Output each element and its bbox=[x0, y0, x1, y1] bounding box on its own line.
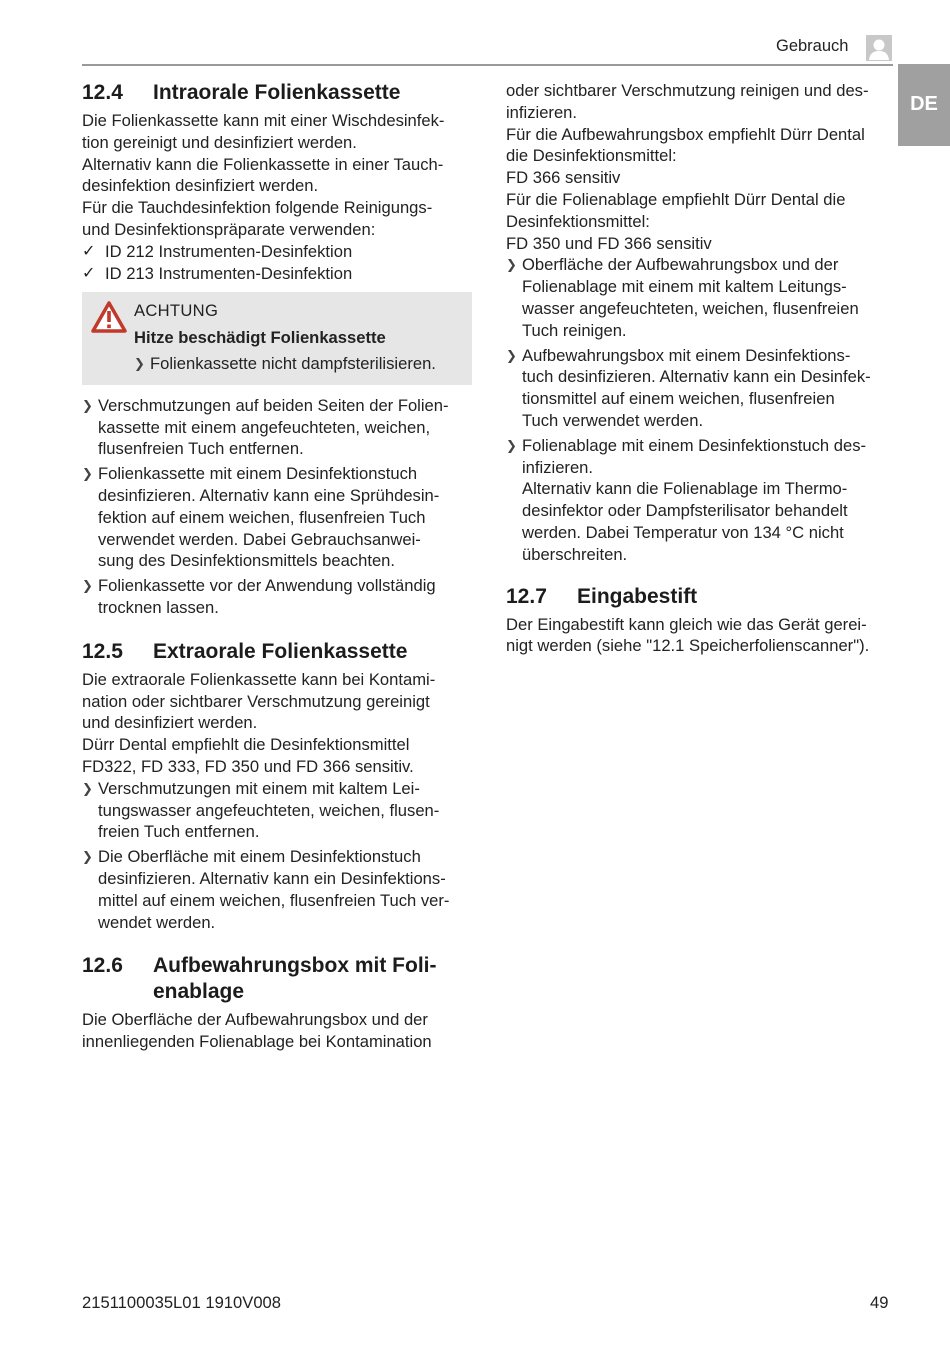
right-column bbox=[506, 80, 894, 657]
list-item-text: Oberfläche der Aufbewahrungsbox und der Folienablage mit einem mit kaltem Leitungs- wasser angefeuchteten, weichen, flusenfreien Tuch reinigen. bbox=[522, 255, 859, 340]
chevron-right-icon: ❯ bbox=[506, 347, 517, 363]
warning-step-text: Folienkassette nicht dampfsterilisieren. bbox=[150, 353, 436, 373]
list-item-text: Folienablage mit einem Desinfektionstuch des- infizieren. Alternativ kann die Folienablage im Thermo- desinfektor oder Dampfsterilisator behandelt werden. Dabei Temperatur von 134 °C nicht überschreiten. bbox=[522, 435, 867, 564]
list-item bbox=[82, 463, 472, 572]
chevron-right-icon: ❯ bbox=[506, 257, 517, 273]
section-number: 12.5 bbox=[82, 639, 123, 663]
chevron-right-icon: ❯ bbox=[82, 780, 93, 796]
section-intro: Die Oberfläche der Aufbewahrungsbox und der innenliegenden Folienablage bei Kontamination bbox=[82, 1010, 432, 1052]
step-list bbox=[506, 254, 894, 565]
warning-step bbox=[134, 353, 462, 375]
page-number: 49 bbox=[870, 1293, 889, 1312]
checkmark-icon: ✓ bbox=[82, 242, 96, 260]
section-number: 12.4 bbox=[82, 81, 123, 104]
list-item-text: Verschmutzungen auf beiden Seiten der Folien- kassette mit einem angefeuchteten, weichen, flusenfreien Tuch entfernen. bbox=[98, 395, 449, 459]
document-code: 2151100035L01 1910V008 bbox=[82, 1293, 282, 1312]
chevron-right-icon: ❯ bbox=[82, 849, 93, 865]
section-number: 12.7 bbox=[506, 584, 547, 608]
list-item bbox=[506, 254, 894, 341]
section-title: Extraorale Folienkassette bbox=[153, 639, 408, 663]
section-heading-12-6 bbox=[82, 953, 472, 1005]
list-item bbox=[82, 395, 472, 460]
list-item bbox=[82, 846, 472, 933]
list-item-text: Folienkassette mit einem Desinfektionstuch desinfizieren. Alternativ kann eine Sprühdesin- fektion auf einem weichen, flusenfreien Tuch verwendet werden. Dabei Gebrauchsanwei- sung des Desinfektionsmittels beachten. bbox=[98, 464, 440, 571]
warning-triangle-icon bbox=[90, 300, 134, 374]
chevron-right-icon: ❯ bbox=[82, 397, 93, 413]
left-column bbox=[82, 80, 472, 1053]
header-divider bbox=[82, 64, 893, 66]
section-intro: Der Eingabestift kann gleich wie das Gerät gerei- nigt werden (siehe "12.1 Speicherfolienscanner"). bbox=[506, 614, 870, 656]
list-item bbox=[506, 345, 894, 432]
section-intro: Die Folienkassette kann mit einer Wischdesinfek- tion gereinigt und desinfiziert werden. Alternativ kann die Folienkassette in einer Tauch- desinfektion desinfiziert werden. Für die Tauchdesinfektion folgende Reinigungs- und Desinfektionspräparate verwenden: bbox=[82, 111, 445, 239]
chevron-right-icon: ❯ bbox=[506, 437, 517, 453]
warning-box bbox=[82, 292, 472, 384]
chevron-right-icon: ❯ bbox=[82, 578, 93, 594]
section-intro: Die extraorale Folienkassette kann bei Kontami- nation oder sichtbarer Verschmutzung gereinigt und desinfiziert werden. Dürr Dental empfiehlt die Desinfektionsmittel FD322, FD 333, FD 350 und FD 366 sensitiv. bbox=[82, 669, 436, 776]
section-title: Eingabestift bbox=[577, 584, 698, 608]
list-item bbox=[82, 778, 472, 843]
chevron-right-icon: ❯ bbox=[134, 355, 145, 371]
section-heading-12-7 bbox=[506, 584, 894, 610]
section-title: Aufbewahrungsbox mit Foli- enablage bbox=[153, 954, 437, 1004]
section-number: 12.6 bbox=[82, 954, 123, 978]
checkmark-icon: ✓ bbox=[82, 264, 96, 282]
check-item-text: ID 212 Instrumenten-Desinfektion bbox=[105, 241, 353, 261]
warning-title: ACHTUNG bbox=[134, 301, 219, 321]
list-item-text: Folienkassette vor der Anwendung vollständig trocknen lassen. bbox=[98, 576, 436, 617]
chevron-right-icon: ❯ bbox=[82, 466, 93, 482]
check-item bbox=[82, 241, 472, 263]
person-icon bbox=[866, 35, 892, 61]
section-heading-12-4 bbox=[82, 80, 472, 106]
list-item bbox=[82, 575, 472, 619]
running-header-section: Gebrauch bbox=[776, 37, 849, 55]
list-item-text: Verschmutzungen mit einem mit kaltem Lei- tungswasser angefeuchteten, weichen, flusen- freien Tuch entfernen. bbox=[98, 778, 440, 842]
step-list bbox=[82, 395, 472, 619]
list-item-text: Aufbewahrungsbox mit einem Desinfektions- tuch desinfizieren. Alternativ kann ein Desinfek- tionsmittel auf einem weichen, flusenfreien Tuch verwendet werden. bbox=[522, 345, 871, 430]
warning-subtitle: Hitze beschädigt Folienkassette bbox=[134, 328, 386, 348]
section-title: Intraorale Folienkassette bbox=[153, 81, 401, 104]
list-item-text: Die Oberfläche mit einem Desinfektionstuch desinfizieren. Alternativ kann ein Desinfektions- mittel auf einem weichen, flusenfreien Tuch ver- wendet werden. bbox=[98, 847, 450, 932]
step-list bbox=[82, 778, 472, 934]
language-tab: DE bbox=[898, 64, 950, 146]
check-item-text: ID 213 Instrumenten-Desinfektion bbox=[105, 263, 353, 283]
check-item bbox=[82, 263, 472, 285]
section-heading-12-5 bbox=[82, 639, 472, 665]
list-item bbox=[506, 435, 894, 566]
section-continued-text: oder sichtbarer Verschmutzung reinigen und des- infizieren. Für die Aufbewahrungsbox empfiehlt Dürr Dental die Desinfektionsmittel: FD 366 sensitiv Für die Folienablage empfiehlt Dürr Dental die Desinfektionsmittel: FD 350 und FD 366 sensitiv bbox=[506, 81, 869, 253]
